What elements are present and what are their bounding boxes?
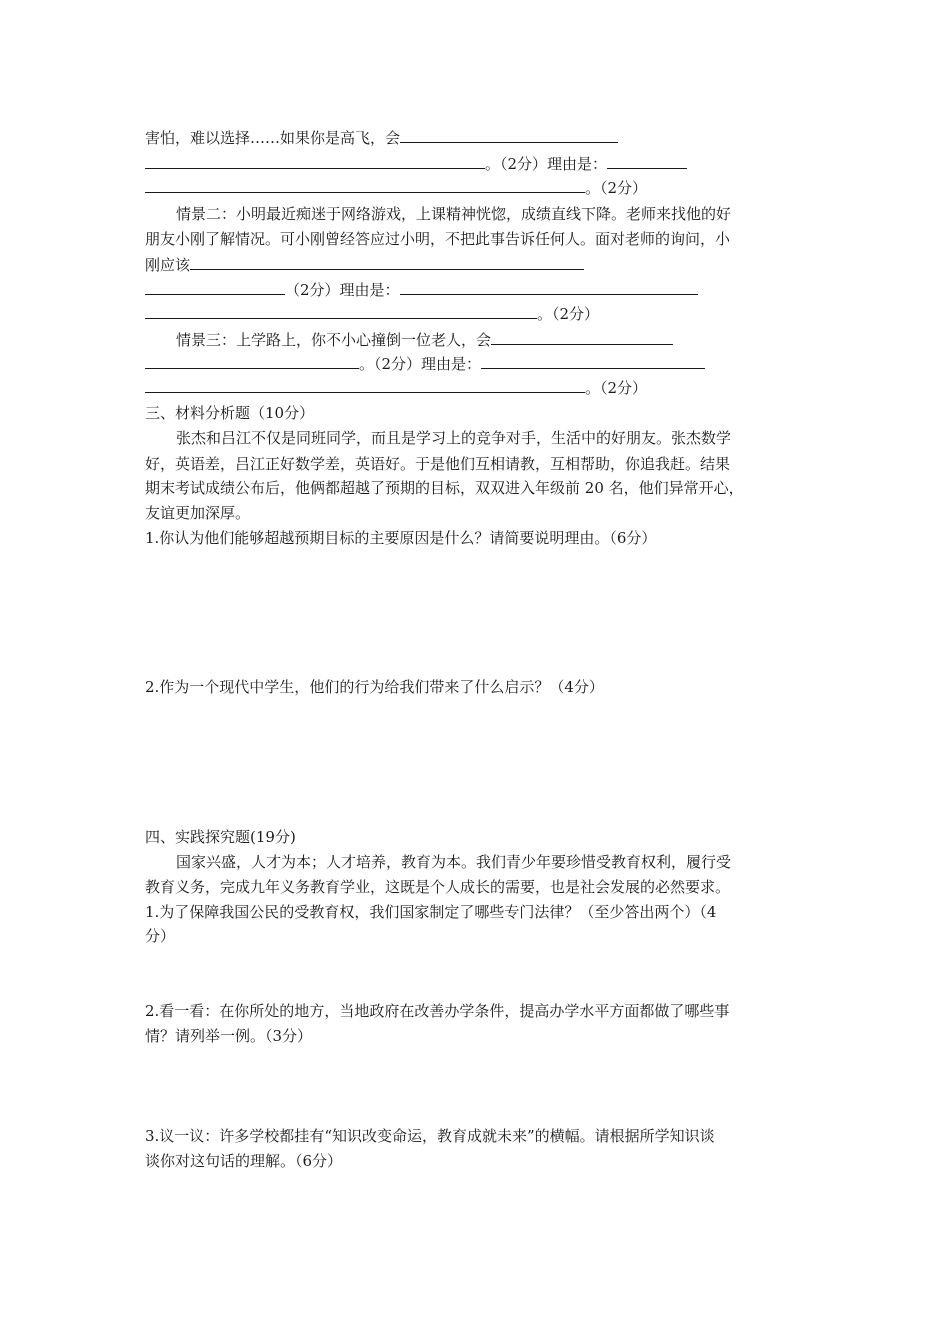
reason-blank[interactable] <box>145 378 585 393</box>
material-text: 好，英语差，吕江正好数学差，英语好。于是他们互相请教，互相帮助，你追我赶。结果 <box>145 455 731 473</box>
situation2-text-end <box>145 255 584 275</box>
situation2-answer-line <box>145 280 698 300</box>
situation2-text: 朋友小刚了解情况。可小刚曾经答应过小明，不把此事告诉任何人。面对老师的询问，小 <box>145 230 731 248</box>
situation1-tail <box>145 128 618 148</box>
reason-blank[interactable] <box>481 354 705 369</box>
reason-blank[interactable] <box>400 280 698 295</box>
score-note: 。（2分） <box>585 179 648 197</box>
question-3: 谈你对这句话的理解。（6分） <box>145 1152 343 1170</box>
situation1-reason-label: 。（2分）理由是： <box>485 155 608 173</box>
material-text: 友谊更加深厚。 <box>145 504 251 522</box>
reason-blank[interactable] <box>145 304 537 319</box>
situation3-text-line <box>176 330 673 350</box>
situation3-reason-label: 。（2分）理由是： <box>359 355 482 373</box>
situation3-reason-line <box>145 378 647 398</box>
section-heading: 四、实践探究题(19分) <box>145 828 296 846</box>
situation1-tail-text: 害怕，难以选择……如果你是高飞，会 <box>145 129 401 147</box>
situation2-reason-line <box>145 304 599 324</box>
situation1-reason-line <box>145 178 647 198</box>
situation2-reason-label: （2分）理由是： <box>285 281 400 299</box>
material-text: 国家兴盛，人才为本；人才培养，教育为本。我们青少年要珍惜受教育权利，履行受 <box>176 853 732 871</box>
reason-blank[interactable] <box>145 178 585 193</box>
situation3-answer-line <box>145 354 705 374</box>
answer-blank[interactable] <box>145 354 359 369</box>
question-1: 1.为了保障我国公民的受教育权，我们国家制定了哪些专门法律？（至少答出两个）（4 <box>145 903 717 921</box>
situation1-answer-line <box>145 154 687 174</box>
question-2: 2.看一看：在你所处的地方，当地政府在改善办学条件，提高办学水平方面都做了哪些事 <box>145 1002 730 1020</box>
question-1: 分） <box>145 927 176 945</box>
question-2: 2.作为一个现代中学生，他们的行为给我们带来了什么启示？（4分） <box>145 678 604 696</box>
material-text: 张杰和吕江不仅是同班同学，而且是学习上的竞争对手，生活中的好朋友。张杰数学 <box>176 429 732 447</box>
question-1: 1.你认为他们能够超越预期目标的主要原因是什么？请简要说明理由。（6分） <box>145 529 657 547</box>
score-note: 。（2分） <box>537 305 600 323</box>
answer-blank[interactable] <box>400 128 618 143</box>
answer-blank[interactable] <box>491 330 673 345</box>
reason-blank[interactable] <box>607 154 687 169</box>
situation2-text: 刚应该 <box>145 256 191 274</box>
question-3: 3.议一议：许多学校都挂有“知识改变命运，教育成就未来”的横幅。请根据所学知识谈 <box>145 1127 715 1145</box>
answer-blank[interactable] <box>145 154 485 169</box>
answer-blank[interactable] <box>145 280 285 295</box>
answer-blank[interactable] <box>190 255 584 270</box>
score-note: 。（2分） <box>585 379 648 397</box>
situation2-text: 情景二：小明最近痴迷于网络游戏，上课精神恍惚，成绩直线下降。老师来找他的好 <box>176 205 732 223</box>
material-text: 教育义务，完成九年义务教育学业，这既是个人成长的需要，也是社会发展的必然要求。 <box>145 878 731 896</box>
section-heading: 三、材料分析题（10分） <box>145 404 315 422</box>
material-text: 期末考试成绩公布后，他俩都超越了预期的目标，双双进入年级前 20 名，他们异常开心， <box>145 479 744 497</box>
situation3-text: 情景三：上学路上，你不小心撞倒一位老人，会 <box>176 331 492 349</box>
question-2: 情？请列举一例。（3分） <box>145 1027 313 1045</box>
